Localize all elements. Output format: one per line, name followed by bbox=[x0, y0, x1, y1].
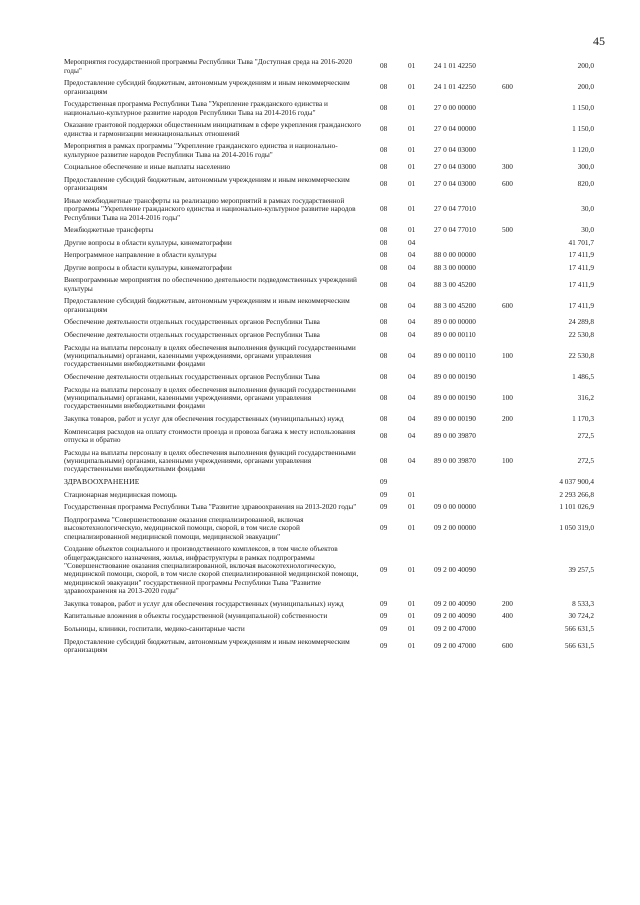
section-code-cell: 08 bbox=[380, 103, 388, 113]
expense-type-code-cell: 600 bbox=[502, 300, 513, 310]
amount-cell: 30,0 bbox=[581, 204, 594, 214]
expense-type-code-cell: 400 bbox=[502, 611, 513, 621]
expense-type-code-cell bbox=[494, 140, 526, 161]
table-row bbox=[64, 295, 594, 316]
expense-name-cell: Подпрограмма "Совершенствование оказания специализированной, включая высокотехнологическую, медицинской помощи, скорой, в том числе скорой специализированной медицинской помощи, медицинской эвакуации" bbox=[64, 514, 304, 541]
table-row bbox=[64, 501, 594, 514]
target-item-code-cell: 88 3 00 45200 bbox=[434, 279, 476, 289]
expense-name-cell: Обеспечение деятельности отдельных государственных органов Республики Тыва bbox=[64, 330, 320, 340]
table-row bbox=[64, 237, 594, 250]
section-code-cell: 09 bbox=[380, 624, 388, 634]
table-row bbox=[64, 161, 594, 174]
table-row bbox=[64, 476, 594, 489]
amount-cell: 272,5 bbox=[577, 430, 594, 440]
amount-cell: 22 530,8 bbox=[568, 330, 594, 340]
subsection-code-cell: 04 bbox=[408, 414, 416, 424]
expense-type-code-cell bbox=[494, 476, 526, 489]
subsection-code-cell: 01 bbox=[408, 204, 416, 214]
expense-type-code-cell bbox=[494, 623, 526, 636]
section-code-cell: 08 bbox=[380, 82, 388, 92]
table-row bbox=[64, 224, 594, 237]
expense-name-cell: Закупка товаров, работ и услуг для обеспечения государственных (муниципальных) нужд bbox=[64, 598, 344, 608]
section-code-cell: 08 bbox=[380, 250, 388, 260]
target-item-code-cell: 27 0 04 77010 bbox=[434, 204, 476, 214]
subsection-code-cell: 01 bbox=[408, 103, 416, 113]
expense-type-code-cell bbox=[494, 329, 526, 342]
expense-name-cell: Внепрограммные мероприятия по обеспечению деятельности подведомственных учреждений культуры bbox=[64, 275, 357, 293]
table-row bbox=[64, 195, 594, 224]
amount-cell: 1 170,3 bbox=[572, 414, 594, 424]
amount-cell: 39 257,5 bbox=[568, 565, 594, 575]
target-item-code-cell: 89 0 00 39870 bbox=[434, 456, 476, 466]
expense-name-cell: Расходы на выплаты персоналу в целях обеспечения выполнения функций государственными (муниципальными) органами, казенными учреждениями, органами управления государственными внебюджетными фондами bbox=[64, 447, 356, 474]
target-item-code-cell: 09 2 00 00000 bbox=[434, 523, 476, 533]
section-code-cell: 08 bbox=[380, 178, 388, 188]
target-item-code-cell: 89 0 00 00110 bbox=[434, 351, 476, 361]
expense-name-cell: Обеспечение деятельности отдельных государственных органов Республики Тыва bbox=[64, 372, 320, 382]
expense-type-code-cell bbox=[494, 274, 526, 295]
subsection-code-cell: 04 bbox=[408, 262, 416, 272]
amount-cell: 1 120,0 bbox=[572, 145, 594, 155]
subsection-code-cell: 01 bbox=[408, 225, 416, 235]
subsection-code-cell: 01 bbox=[408, 124, 416, 134]
expense-name-cell: Обеспечение деятельности отдельных государственных органов Республики Тыва bbox=[64, 317, 320, 327]
expense-type-code-cell bbox=[494, 316, 526, 329]
expense-name-cell: Закупка товаров, работ и услуг для обеспечения государственных (муниципальных) нужд bbox=[64, 414, 344, 424]
expense-name-cell: Больницы, клиники, госпитали, медико-санитарные части bbox=[64, 624, 245, 634]
target-item-code-cell: 09 2 00 40090 bbox=[434, 598, 476, 608]
target-item-code-cell: 27 0 00 00000 bbox=[434, 103, 476, 113]
section-code-cell: 08 bbox=[380, 204, 388, 214]
amount-cell: 1 486,5 bbox=[572, 372, 594, 382]
amount-cell: 566 631,5 bbox=[564, 624, 594, 634]
section-code-cell: 08 bbox=[380, 414, 388, 424]
amount-cell: 4 037 900,4 bbox=[559, 477, 594, 487]
budget-table bbox=[64, 56, 594, 657]
expense-type-code-cell bbox=[494, 501, 526, 514]
expense-name-cell: ЗДРАВООХРАНЕНИЕ bbox=[64, 477, 140, 487]
expense-type-code-cell bbox=[494, 489, 526, 502]
section-code-cell: 08 bbox=[380, 279, 388, 289]
section-code-cell: 08 bbox=[380, 124, 388, 134]
amount-cell: 316,2 bbox=[577, 393, 594, 403]
subsection-code-cell: 01 bbox=[408, 162, 416, 172]
section-code-cell: 09 bbox=[380, 611, 388, 621]
section-code-cell: 08 bbox=[380, 61, 388, 71]
table-row bbox=[64, 77, 594, 98]
target-item-code-cell: 27 0 04 00000 bbox=[434, 124, 476, 134]
amount-cell: 1 101 026,9 bbox=[559, 502, 594, 512]
target-item-code-cell: 27 0 04 77010 bbox=[434, 225, 476, 235]
target-item-code-cell: 09 2 00 40090 bbox=[434, 565, 476, 575]
expense-name-cell: Предоставление субсидий бюджетным, автономным учреждениям и иным некоммерческим организациям bbox=[64, 174, 350, 193]
page-number: 45 bbox=[593, 34, 605, 48]
section-code-cell: 08 bbox=[380, 317, 388, 327]
expense-name-cell: Расходы на выплаты персоналу в целях обеспечения выполнения функций государственными (муниципальными) органами, казенными учреждениями, органами управления государственными внебюджетными фондами bbox=[64, 384, 356, 411]
expense-type-code-cell bbox=[494, 514, 526, 543]
section-code-cell: 09 bbox=[380, 523, 388, 533]
target-item-code-cell: 24 1 01 42250 bbox=[434, 82, 476, 92]
target-item-code-cell: 89 0 00 39870 bbox=[434, 430, 476, 440]
expense-type-code-cell: 300 bbox=[502, 162, 513, 172]
expense-type-code-cell bbox=[494, 119, 526, 140]
target-item-code-cell: 89 0 00 00190 bbox=[434, 393, 476, 403]
amount-cell: 200,0 bbox=[577, 61, 594, 71]
subsection-code-cell: 04 bbox=[408, 456, 416, 466]
subsection-code-cell: 04 bbox=[408, 372, 416, 382]
table-row bbox=[64, 543, 594, 598]
amount-cell: 22 530,8 bbox=[568, 351, 594, 361]
subsection-code-cell: 04 bbox=[408, 430, 416, 440]
table-row bbox=[64, 426, 594, 447]
table-row bbox=[64, 262, 594, 275]
section-code-cell: 08 bbox=[380, 330, 388, 340]
subsection-code-cell: 01 bbox=[408, 502, 416, 512]
expense-type-code-cell bbox=[494, 98, 526, 119]
section-code-cell: 09 bbox=[380, 489, 388, 499]
subsection-code-cell bbox=[400, 476, 430, 489]
table-row bbox=[64, 274, 594, 295]
target-item-code-cell: 88 3 00 00000 bbox=[434, 262, 476, 272]
amount-cell: 17 411,9 bbox=[568, 300, 594, 310]
section-code-cell: 09 bbox=[380, 565, 388, 575]
table-row bbox=[64, 514, 594, 543]
amount-cell: 272,5 bbox=[577, 456, 594, 466]
expense-name-cell: Другие вопросы в области культуры, кинематографии bbox=[64, 237, 232, 247]
target-item-code-cell bbox=[430, 476, 494, 489]
expense-name-cell: Непрограммное направление в области культуры bbox=[64, 250, 217, 260]
target-item-code-cell: 09 2 00 47000 bbox=[434, 640, 476, 650]
subsection-code-cell: 01 bbox=[408, 640, 416, 650]
subsection-code-cell: 01 bbox=[408, 61, 416, 71]
expense-type-code-cell bbox=[494, 543, 526, 598]
amount-cell: 24 289,8 bbox=[568, 317, 594, 327]
target-item-code-cell: 09 2 00 47000 bbox=[434, 624, 476, 634]
subsection-code-cell: 01 bbox=[408, 598, 416, 608]
target-item-code-cell: 24 1 01 42250 bbox=[434, 61, 476, 71]
expense-type-code-cell bbox=[494, 195, 526, 224]
expense-type-code-cell: 100 bbox=[502, 456, 513, 466]
table-row bbox=[64, 636, 594, 657]
amount-cell: 2 293 266,8 bbox=[559, 489, 594, 499]
amount-cell: 200,0 bbox=[577, 82, 594, 92]
target-item-code-cell: 89 0 00 00190 bbox=[434, 372, 476, 382]
target-item-code-cell: 27 0 04 03000 bbox=[434, 178, 476, 188]
expense-name-cell: Оказание грантовой поддержки общественным инициативам в сфере укрепления гражданского единства и гармонизации межнациональных отношений bbox=[64, 120, 361, 138]
expense-name-cell: Предоставление субсидий бюджетным, автономным учреждениям и иным некоммерческим организациям bbox=[64, 78, 350, 96]
section-code-cell: 08 bbox=[380, 430, 388, 440]
subsection-code-cell: 04 bbox=[408, 237, 416, 247]
section-code-cell: 08 bbox=[380, 372, 388, 382]
section-code-cell: 08 bbox=[380, 262, 388, 272]
expense-type-code-cell bbox=[494, 426, 526, 447]
expense-type-code-cell: 600 bbox=[502, 640, 513, 650]
expense-name-cell: Другие вопросы в области культуры, кинематографии bbox=[64, 262, 232, 272]
expense-name-cell: Расходы на выплаты персоналу в целях обеспечения выполнения функций государственными (муниципальными) органами, казенными учреждениями, органами управления государственными внебюджетными фондами bbox=[64, 342, 356, 369]
table-row bbox=[64, 249, 594, 262]
expense-name-cell: Мероприятия в рамках программы "Укрепление гражданского единства и национально-культурное развитие народов Республики Тыва на 2014-2016 годы" bbox=[64, 141, 338, 159]
target-item-code-cell: 27 0 04 03000 bbox=[434, 162, 476, 172]
expense-name-cell: Государственная программа Республики Тыва "Развитие здравоохранения на 2013-2020 годы" bbox=[64, 502, 357, 512]
expense-name-cell: Предоставление субсидий бюджетным, автономным учреждениям и иным некоммерческим организациям bbox=[64, 296, 350, 314]
amount-cell: 41 701,7 bbox=[568, 237, 594, 247]
amount-cell: 1 150,0 bbox=[572, 103, 594, 113]
subsection-code-cell: 01 bbox=[408, 565, 416, 575]
expense-type-code-cell: 200 bbox=[502, 414, 513, 424]
expense-name-cell: Межбюджетные трансферты bbox=[64, 225, 154, 235]
section-code-cell: 08 bbox=[380, 145, 388, 155]
subsection-code-cell: 01 bbox=[408, 489, 416, 499]
subsection-code-cell: 04 bbox=[408, 330, 416, 340]
expense-type-code-cell: 100 bbox=[502, 351, 513, 361]
table-row bbox=[64, 489, 594, 502]
section-code-cell: 09 bbox=[380, 502, 388, 512]
expense-name-cell: Мероприятия государственной программы Республики Тыва "Доступная среда на 2016-2020 годы" bbox=[64, 57, 353, 75]
subsection-code-cell: 04 bbox=[408, 250, 416, 260]
subsection-code-cell: 01 bbox=[408, 178, 416, 188]
amount-cell: 820,0 bbox=[577, 178, 594, 188]
amount-cell: 17 411,9 bbox=[568, 262, 594, 272]
section-code-cell: 08 bbox=[380, 351, 388, 361]
expense-name-cell: Социальное обеспечение и иные выплаты населению bbox=[64, 162, 231, 172]
amount-cell: 300,0 bbox=[577, 162, 594, 172]
target-item-code-cell: 89 0 00 00110 bbox=[434, 330, 476, 340]
expense-name-cell: Предоставление субсидий бюджетным, автономным учреждениям и иным некоммерческим организациям bbox=[64, 636, 350, 655]
target-item-code-cell: 09 0 00 00000 bbox=[434, 502, 476, 512]
subsection-code-cell: 01 bbox=[408, 82, 416, 92]
amount-cell: 1 150,0 bbox=[572, 124, 594, 134]
section-code-cell: 08 bbox=[380, 393, 388, 403]
expense-name-cell: Государственная программа Республики Тыва "Укрепление гражданского единства и национально-культурное развитие народов Республики Тыва на 2014-2016 годы" bbox=[64, 99, 328, 117]
table-row bbox=[64, 598, 594, 611]
subsection-code-cell: 04 bbox=[408, 393, 416, 403]
expense-type-code-cell: 600 bbox=[502, 82, 513, 92]
table-row bbox=[64, 610, 594, 623]
expense-type-code-cell: 200 bbox=[502, 598, 513, 608]
target-item-code-cell: 89 0 00 00190 bbox=[434, 414, 476, 424]
target-item-code-cell: 88 3 00 45200 bbox=[434, 300, 476, 310]
expense-name-cell: Стационарная медицинская помощь bbox=[64, 489, 177, 499]
table-row bbox=[64, 384, 594, 413]
section-code-cell: 08 bbox=[380, 237, 388, 247]
table-row bbox=[64, 119, 594, 140]
table-row bbox=[64, 329, 594, 342]
expense-type-code-cell bbox=[494, 56, 526, 77]
amount-cell: 1 050 319,0 bbox=[559, 523, 594, 533]
expense-name-cell: Иные межбюджетные трансферты на реализацию мероприятий в рамках государственной программы "Укрепление гражданского единства и национально-культурное развитие народов Республики Тыва на 2014-2016 годы" bbox=[64, 195, 356, 222]
target-item-code-cell: 27 0 04 03000 bbox=[434, 145, 476, 155]
target-item-code-cell: 88 0 00 00000 bbox=[434, 250, 476, 260]
subsection-code-cell: 01 bbox=[408, 624, 416, 634]
table-row bbox=[64, 342, 594, 371]
section-code-cell: 09 bbox=[380, 477, 388, 487]
amount-cell: 17 411,9 bbox=[568, 279, 594, 289]
subsection-code-cell: 01 bbox=[408, 523, 416, 533]
table-row bbox=[64, 623, 594, 636]
amount-cell: 17 411,9 bbox=[568, 250, 594, 260]
budget-table-body bbox=[64, 56, 594, 657]
table-row bbox=[64, 371, 594, 384]
subsection-code-cell: 01 bbox=[408, 611, 416, 621]
expense-type-code-cell: 600 bbox=[502, 178, 513, 188]
section-code-cell: 09 bbox=[380, 598, 388, 608]
subsection-code-cell: 04 bbox=[408, 279, 416, 289]
amount-cell: 30 724,2 bbox=[568, 611, 594, 621]
table-row bbox=[64, 140, 594, 161]
section-code-cell: 08 bbox=[380, 162, 388, 172]
amount-cell: 30,0 bbox=[581, 225, 594, 235]
amount-cell: 566 631,5 bbox=[564, 640, 594, 650]
expense-name-cell: Компенсация расходов на оплату стоимости проезда и провоза багажа к месту использования отпуска и обратно bbox=[64, 426, 356, 445]
subsection-code-cell: 04 bbox=[408, 317, 416, 327]
target-item-code-cell bbox=[430, 237, 494, 250]
table-row bbox=[64, 447, 594, 476]
target-item-code-cell bbox=[430, 489, 494, 502]
expense-type-code-cell: 100 bbox=[502, 393, 513, 403]
table-row bbox=[64, 413, 594, 426]
section-code-cell: 08 bbox=[380, 225, 388, 235]
table-row bbox=[64, 316, 594, 329]
subsection-code-cell: 04 bbox=[408, 300, 416, 310]
expense-type-code-cell bbox=[494, 262, 526, 275]
expense-type-code-cell bbox=[494, 237, 526, 250]
table-row bbox=[64, 56, 594, 77]
expense-type-code-cell bbox=[494, 249, 526, 262]
amount-cell: 8 533,3 bbox=[572, 598, 594, 608]
expense-type-code-cell bbox=[494, 371, 526, 384]
table-row bbox=[64, 98, 594, 119]
section-code-cell: 08 bbox=[380, 456, 388, 466]
table-row bbox=[64, 174, 594, 195]
section-code-cell: 08 bbox=[380, 300, 388, 310]
expense-name-cell: Капитальные вложения в объекты государственной (муниципальной) собственности bbox=[64, 611, 328, 621]
section-code-cell: 09 bbox=[380, 640, 388, 650]
target-item-code-cell: 89 0 00 00000 bbox=[434, 317, 476, 327]
expense-name-cell: Создание объектов социального и производственного комплексов, в том числе объектов общегражданского назначения, жилья, инфраструктуры в рамках подпрограммы "Совершенствование оказания специализированной, включая высокотехнологическую, медицинской помощи, скорой, в том числе скорой специализированной медицинской помощи, медицинской эвакуации" государственной программы Республики Тыва "Развитие здравоохранения на 2013-2020 годы" bbox=[64, 544, 359, 596]
target-item-code-cell: 09 2 00 40090 bbox=[434, 611, 476, 621]
subsection-code-cell: 01 bbox=[408, 145, 416, 155]
subsection-code-cell: 04 bbox=[408, 351, 416, 361]
expense-type-code-cell: 500 bbox=[502, 225, 513, 235]
